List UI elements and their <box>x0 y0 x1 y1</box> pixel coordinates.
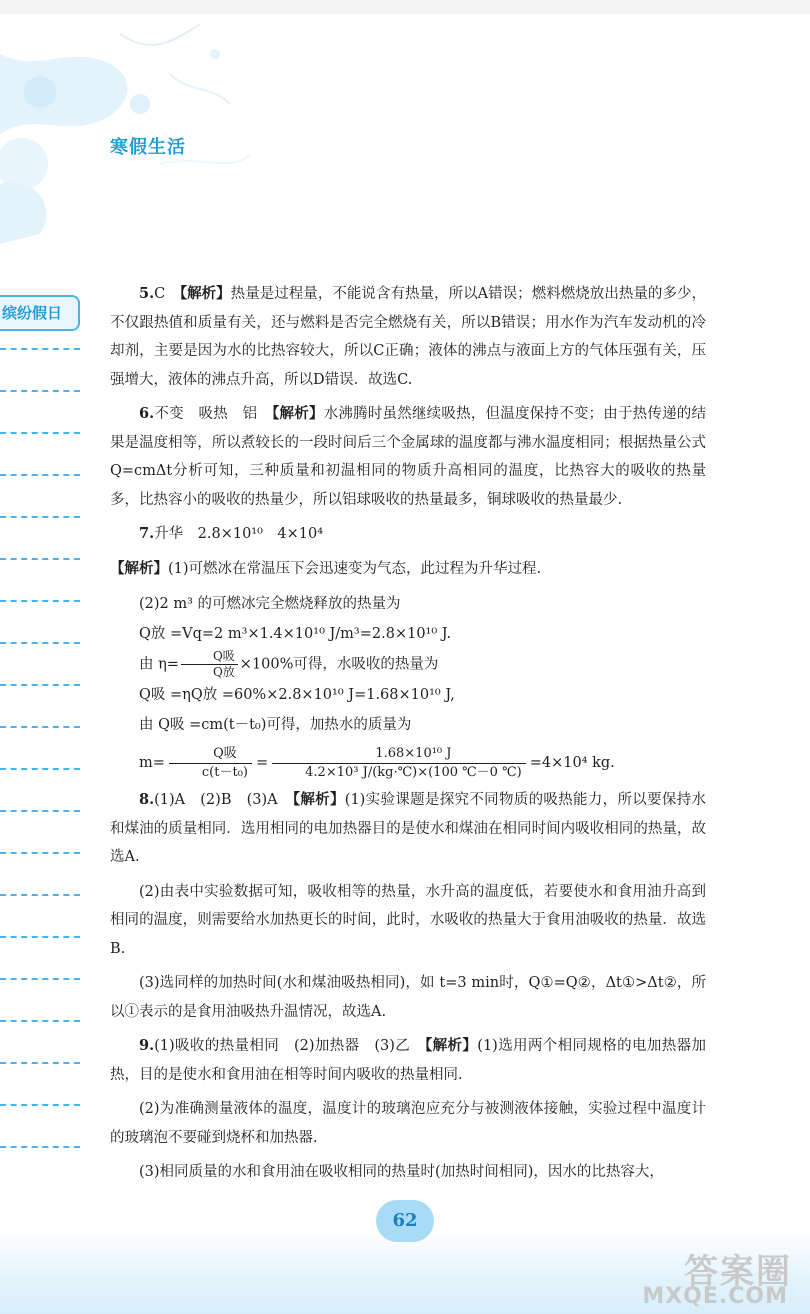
side-dash-line <box>0 1104 80 1106</box>
answer: (1)A (2)B (3)A <box>154 792 278 808</box>
side-dash-line <box>0 516 80 518</box>
side-dash-line <box>0 1146 80 1148</box>
side-dash-line <box>0 726 80 728</box>
question-5 <box>110 280 706 394</box>
answer: (1)吸收的热量相同 (2)加热器 (3)乙 <box>154 1038 411 1054</box>
analysis-text: (1)选用两个相同规格的电加热器加热，目的是使水和食用油在相等时间内吸收的热量相同. <box>110 1038 706 1083</box>
answer-content <box>110 280 706 1193</box>
q7-equation-heat-absorbed: Q吸 =ηQ放 =60%×2.8×10¹⁰ J=1.68×10¹⁰ J, <box>139 687 455 703</box>
fraction <box>169 745 252 782</box>
side-section-tab: 缤纷假日 <box>0 295 80 331</box>
analysis-text: (1)实验课题是探究不同物质的吸热能力，所以要保持水和煤油的质量相同．选用相同的电加热器目的是使水和煤油在相同时间内吸收相同的热量，故选A. <box>110 792 707 865</box>
side-dash-line <box>0 978 80 980</box>
analysis-tag: 【解析】 <box>179 285 231 302</box>
side-dash-line <box>0 1020 80 1022</box>
page-header-title: 寒假生活 <box>110 137 186 158</box>
side-dash-line <box>0 348 80 350</box>
side-dash-line <box>0 894 80 896</box>
q7-analysis-line1 <box>110 555 706 584</box>
question-8 <box>110 786 706 872</box>
side-dash-line <box>0 474 80 476</box>
analysis-tag: 【解析】 <box>272 405 324 422</box>
answer: 不变 吸热 铝 <box>154 406 258 422</box>
analysis-tag: 【解析】 <box>110 559 168 577</box>
side-dash-line <box>0 684 80 686</box>
question-9 <box>110 1032 706 1089</box>
q7-mass-formula <box>110 740 706 786</box>
q7-equation-heat-released: Q放 =Vq=2 m³×1.4×10¹⁰ J/m³=2.8×10¹⁰ J. <box>139 626 452 642</box>
side-dash-line <box>0 1062 80 1064</box>
question-number: 7. <box>139 525 155 542</box>
q9-analysis-part2: (2)为准确测量液体的温度，温度计的玻璃泡应充分与被测液体接触，实验过程中温度计的玻璃泡不要碰到烧杯和加热器. <box>110 1101 706 1146</box>
fraction-denominator: c(t－t₀) <box>201 764 248 780</box>
analysis-text: (1)可燃冰在常温压下会迅速变为气态，此过程为升华过程. <box>168 560 542 577</box>
formula-prefix: m= <box>139 755 165 771</box>
answer: C <box>154 286 166 302</box>
side-dash-line <box>0 642 80 644</box>
fraction-numerator: Q吸 <box>169 745 252 764</box>
side-dash-line <box>0 390 80 392</box>
question-number: 5. <box>139 285 155 302</box>
fraction <box>272 745 526 782</box>
equals-sign: = <box>256 755 269 771</box>
side-dash-line <box>0 558 80 560</box>
q8-analysis-part3: (3)选同样的加热时间(水和煤油吸热相同)，如 t=3 min时，Q①=Q②，Δt①>Δt②，所以①表示的是食用油吸热升温情况，故选A. <box>110 975 706 1020</box>
question-number: 9. <box>139 1037 155 1054</box>
q8-analysis-part2: (2)由表中实验数据可知，吸收相等的热量，水升高的温度低，若要使水和食用油升高到相同的温度，则需要给水加热更长的时间，此时，水吸收的热量大于食用油吸收的热量．故选B. <box>110 883 706 957</box>
fraction-denominator: Q放 <box>212 665 235 679</box>
analysis-text: 水沸腾时虽然继续吸热，但温度保持不变；由于热传递的结果是温度相等，所以煮较长的一段时间后三个金属球的温度都与沸水温度相同；根据热量公式Q=cmΔt分析可知，三种质量和初温相同的物质升高相同的温度，比热容大的吸收的热量多，比热容小的吸收的热量少，所以铝球吸收的热量最多，铜球吸收的热量最少. <box>110 406 707 508</box>
fraction <box>181 649 238 680</box>
side-dash-line <box>0 852 80 854</box>
decorative-cloud-pattern <box>0 14 260 244</box>
fraction-denominator: 4.2×10³ J/(kg·℃)×(100 ℃－0 ℃) <box>305 764 522 780</box>
analysis-text: 热量是过程量，不能说含有热量，所以A错误；燃料燃烧放出热量的多少，不仅跟热值和质量有关，还与燃料是否完全燃烧有关，所以B错误；用水作为汽车发动机的冷却剂，主要是因为水的比热容较大，所以C正确；液体的沸点与液面上方的气体压强有关，压强增大，液体的沸点升高，所以D错误．故选C. <box>110 286 707 388</box>
watermark-url: MXQE.COM <box>642 1284 788 1309</box>
fraction-numerator: Q吸 <box>181 649 238 665</box>
top-bar <box>0 0 810 14</box>
formula-suffix: ×100%可得，水吸收的热量为 <box>239 656 439 673</box>
answer: 升华 2.8×10¹⁰ 4×10⁴ <box>154 526 324 542</box>
watermark-logo-text: 答案圈 <box>684 1252 792 1292</box>
analysis-tag: 【解析】 <box>292 791 345 808</box>
question-number: 8. <box>139 791 155 808</box>
q7-analysis-line6: 由 Q吸 =cm(t－t₀)可得，加热水的质量为 <box>139 717 412 733</box>
side-dash-line <box>0 432 80 434</box>
side-dash-line <box>0 936 80 938</box>
side-dash-line <box>0 768 80 770</box>
q7-analysis-line2: (2)2 m³ 的可燃冰完全燃烧释放的热量为 <box>139 596 401 612</box>
side-dash-line <box>0 810 80 812</box>
page-number-badge: 62 <box>376 1200 434 1242</box>
fraction-numerator: 1.68×10¹⁰ J <box>272 745 526 764</box>
formula-prefix: 由 η= <box>139 656 179 673</box>
analysis-tag: 【解析】 <box>425 1037 478 1054</box>
q7-efficiency-formula <box>110 649 706 680</box>
formula-suffix: =4×10⁴ kg. <box>529 755 615 771</box>
side-dash-line <box>0 600 80 602</box>
q9-analysis-part3: (3)相同质量的水和食用油在吸收相同的热量时(加热时间相同)，因水的比热容大， <box>139 1164 664 1180</box>
question-6 <box>110 400 706 514</box>
question-number: 6. <box>139 405 155 422</box>
question-7 <box>110 520 706 549</box>
